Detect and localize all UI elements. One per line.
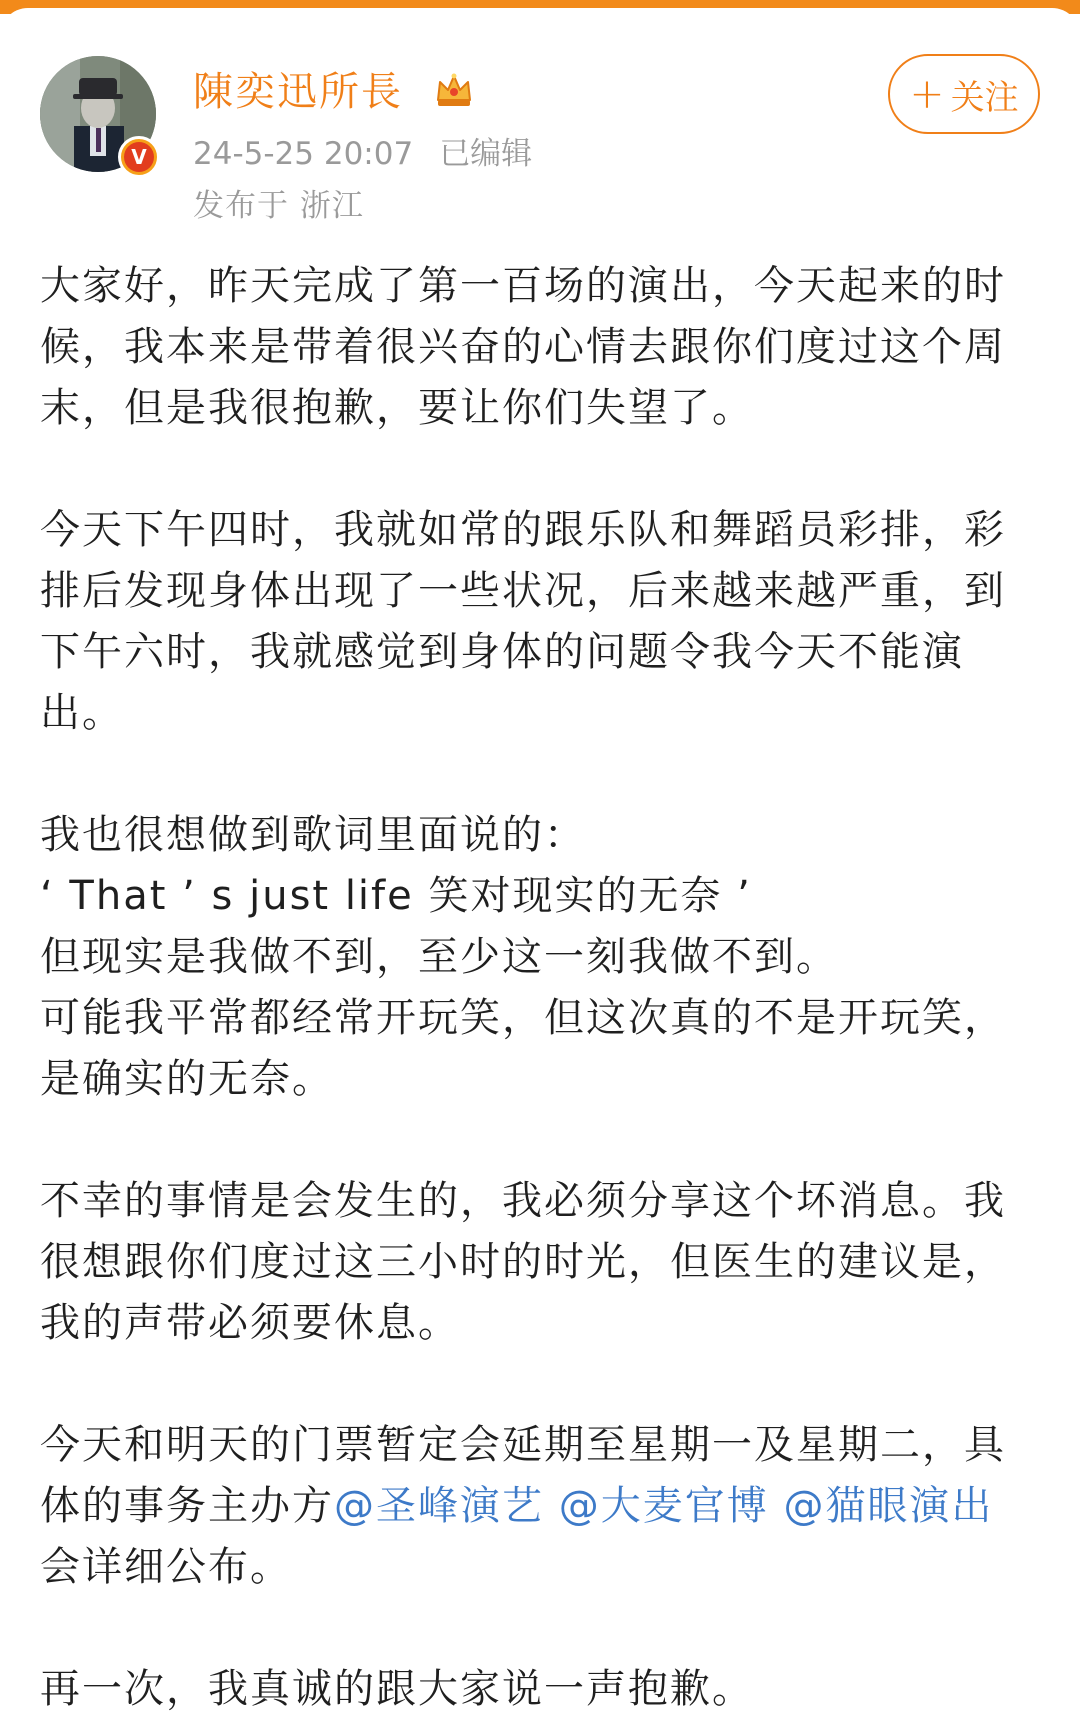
post-line: 但现实是我做不到，至少这一刻我做不到。 xyxy=(40,934,838,980)
verified-badge-letter: V xyxy=(124,142,154,172)
verified-badge-icon xyxy=(118,136,160,178)
edited-label[interactable]: 已编辑 xyxy=(439,136,533,172)
mention-link-damai[interactable]: @大麦官博 xyxy=(558,1483,769,1529)
post-timestamp: 24-5-25 20:07 xyxy=(193,136,414,172)
post-meta xyxy=(193,132,532,176)
post-line: 可能我平常都经常开玩笑，但这次真的不是开玩笑，是确实的无奈。 xyxy=(40,995,1006,1102)
post-text: 今天和明天的门票暂定会延期至星期一及星期二，具体的事务主办方 xyxy=(40,1422,1006,1529)
post-body xyxy=(40,256,1040,1720)
post-paragraph-3 xyxy=(40,805,1040,1110)
avatar[interactable] xyxy=(40,56,156,172)
post-line: ‘ That ’ s just life 笑对现实的无奈 ’ xyxy=(40,873,752,919)
post-location: 发布于 浙江 xyxy=(193,188,364,224)
post-paragraph-4: 不幸的事情是会发生的，我必须分享这个坏消息。我很想跟你们度过这三小时的时光，但医生的建议是，我的声带必须要休息。 xyxy=(40,1178,1006,1346)
crown-icon xyxy=(432,68,476,112)
follow-button[interactable] xyxy=(888,54,1040,134)
mention-link-maoyan[interactable]: @猫眼演出 xyxy=(783,1483,994,1529)
follow-label: 关注 xyxy=(950,77,1019,118)
post-card xyxy=(0,8,1080,1723)
post-paragraph-1: 大家好，昨天完成了第一百场的演出，今天起来的时候，我本来是带着很兴奋的心情去跟你们度过这个周末，但是我很抱歉，要让你们失望了。 xyxy=(40,263,1006,431)
plus-icon: + xyxy=(909,69,945,118)
mention-link-shengfeng[interactable]: @圣峰演艺 xyxy=(334,1483,544,1529)
username[interactable]: 陳奕迅所長 xyxy=(193,69,403,115)
post-paragraph-6: 再一次，我真诚的跟大家说一声抱歉。 xyxy=(40,1666,754,1712)
post-paragraph-5 xyxy=(40,1415,1040,1598)
post-line: 我也很想做到歌词里面说的： xyxy=(40,812,586,858)
post-text: 会详细公布。 xyxy=(40,1544,292,1590)
post-paragraph-2: 今天下午四时，我就如常的跟乐队和舞蹈员彩排，彩排后发现身体出现了一些状况，后来越来越严重，到下午六时，我就感觉到身体的问题令我今天不能演出。 xyxy=(40,507,1006,736)
